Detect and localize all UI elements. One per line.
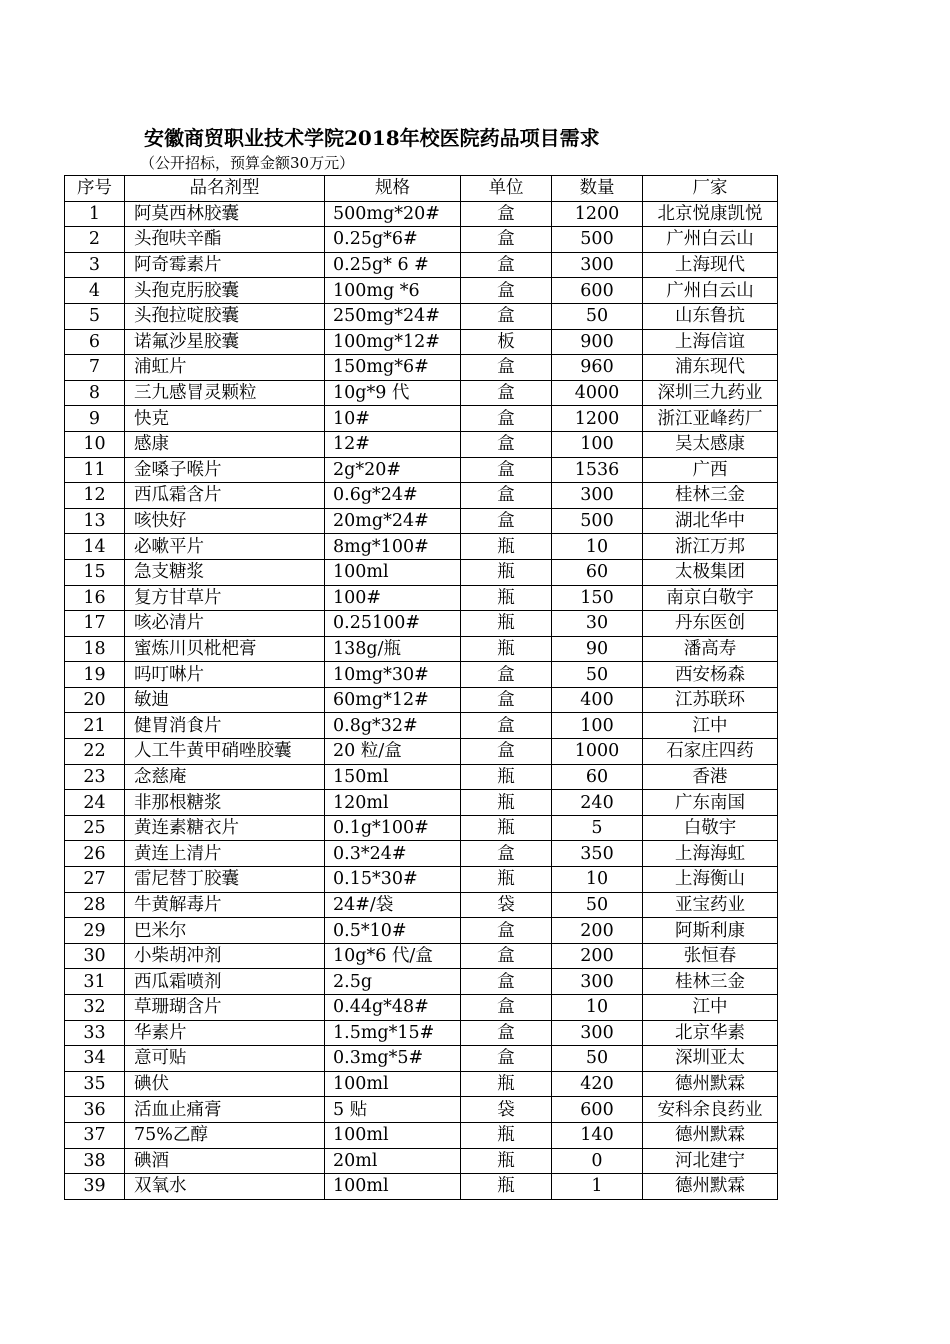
manufacturer-cell: 广州白云山 <box>643 278 778 304</box>
quantity-cell: 10 <box>552 995 643 1021</box>
quantity-cell: 200 <box>552 918 643 944</box>
drug-name-cell: 西瓜霜喷剂 <box>125 969 325 995</box>
row-number-cell: 28 <box>65 892 125 918</box>
spec-cell: 10g*9 代 <box>325 380 461 406</box>
row-number-cell: 32 <box>65 995 125 1021</box>
spec-cell: 0.6g*24# <box>325 483 461 509</box>
unit-cell: 瓶 <box>461 585 552 611</box>
quantity-cell: 600 <box>552 278 643 304</box>
spec-cell: 2g*20# <box>325 457 461 483</box>
manufacturer-cell: 河北建宁 <box>643 1148 778 1174</box>
manufacturer-cell: 深圳亚太 <box>643 1046 778 1072</box>
spec-cell: 12# <box>325 431 461 457</box>
row-number-cell: 17 <box>65 611 125 637</box>
unit-cell: 袋 <box>461 892 552 918</box>
drug-name-cell: 急支糖浆 <box>125 559 325 585</box>
unit-cell: 盒 <box>461 227 552 253</box>
unit-cell: 盒 <box>461 943 552 969</box>
unit-cell: 盒 <box>461 713 552 739</box>
row-number-cell: 34 <box>65 1046 125 1072</box>
table-row <box>65 559 778 585</box>
quantity-cell: 60 <box>552 764 643 790</box>
row-number-cell: 33 <box>65 1020 125 1046</box>
quantity-cell: 10 <box>552 534 643 560</box>
manufacturer-cell: 上海现代 <box>643 252 778 278</box>
unit-cell: 盒 <box>461 1046 552 1072</box>
spec-cell: 500mg*20# <box>325 201 461 227</box>
unit-cell: 盒 <box>461 303 552 329</box>
row-number-cell: 37 <box>65 1122 125 1148</box>
quantity-cell: 240 <box>552 790 643 816</box>
row-number-cell: 25 <box>65 815 125 841</box>
manufacturer-cell: 吴太感康 <box>643 431 778 457</box>
spec-cell: 120ml <box>325 790 461 816</box>
drug-name-cell: 草珊瑚含片 <box>125 995 325 1021</box>
unit-cell: 板 <box>461 329 552 355</box>
quantity-cell: 50 <box>552 892 643 918</box>
unit-cell: 盒 <box>461 252 552 278</box>
drug-name-cell: 金嗓子喉片 <box>125 457 325 483</box>
manufacturer-cell: 阿斯利康 <box>643 918 778 944</box>
row-number-cell: 38 <box>65 1148 125 1174</box>
unit-cell: 盒 <box>461 483 552 509</box>
row-number-cell: 18 <box>65 636 125 662</box>
unit-cell: 盒 <box>461 355 552 381</box>
table-row <box>65 841 778 867</box>
unit-cell: 盒 <box>461 457 552 483</box>
table-header-row <box>65 176 778 202</box>
unit-cell: 盒 <box>461 841 552 867</box>
drug-name-cell: 咳快好 <box>125 508 325 534</box>
manufacturer-cell: 桂林三金 <box>643 483 778 509</box>
quantity-cell: 600 <box>552 1097 643 1123</box>
unit-cell: 瓶 <box>461 764 552 790</box>
table-row <box>65 764 778 790</box>
manufacturer-cell: 上海信谊 <box>643 329 778 355</box>
manufacturer-cell: 潘高寿 <box>643 636 778 662</box>
quantity-cell: 300 <box>552 483 643 509</box>
drug-name-cell: 华素片 <box>125 1020 325 1046</box>
manufacturer-cell: 江苏联环 <box>643 687 778 713</box>
spec-cell: 0.8g*32# <box>325 713 461 739</box>
quantity-cell: 1200 <box>552 406 643 432</box>
unit-cell: 盒 <box>461 739 552 765</box>
row-number-cell: 16 <box>65 585 125 611</box>
quantity-cell: 50 <box>552 662 643 688</box>
spec-cell: 100mg*12# <box>325 329 461 355</box>
drug-name-cell: 诺氟沙星胶囊 <box>125 329 325 355</box>
unit-cell: 盒 <box>461 687 552 713</box>
spec-cell: 0.1g*100# <box>325 815 461 841</box>
table-row <box>65 508 778 534</box>
drug-name-cell: 活血止痛膏 <box>125 1097 325 1123</box>
drug-name-cell: 阿莫西林胶囊 <box>125 201 325 227</box>
quantity-cell: 200 <box>552 943 643 969</box>
spec-cell: 100mg *6 <box>325 278 461 304</box>
unit-cell: 瓶 <box>461 636 552 662</box>
manufacturer-cell: 张恒春 <box>643 943 778 969</box>
drug-name-cell: 浦虹片 <box>125 355 325 381</box>
spec-cell: 100ml <box>325 1122 461 1148</box>
column-header-spec: 规格 <box>325 176 461 202</box>
manufacturer-cell: 江中 <box>643 995 778 1021</box>
quantity-cell: 500 <box>552 508 643 534</box>
quantity-cell: 960 <box>552 355 643 381</box>
column-header-unit: 单位 <box>461 176 552 202</box>
manufacturer-cell: 上海衡山 <box>643 867 778 893</box>
column-header-manufacturer: 厂家 <box>643 176 778 202</box>
manufacturer-cell: 山东鲁抗 <box>643 303 778 329</box>
quantity-cell: 140 <box>552 1122 643 1148</box>
unit-cell: 瓶 <box>461 534 552 560</box>
row-number-cell: 13 <box>65 508 125 534</box>
manufacturer-cell: 广东南国 <box>643 790 778 816</box>
manufacturer-cell: 香港 <box>643 764 778 790</box>
drug-name-cell: 西瓜霜含片 <box>125 483 325 509</box>
drug-name-cell: 黄连上清片 <box>125 841 325 867</box>
table-row <box>65 534 778 560</box>
drug-name-cell: 咳必清片 <box>125 611 325 637</box>
drug-name-cell: 头孢呋辛酯 <box>125 227 325 253</box>
table-row <box>65 1148 778 1174</box>
spec-cell: 0.25g*6# <box>325 227 461 253</box>
row-number-cell: 12 <box>65 483 125 509</box>
row-number-cell: 29 <box>65 918 125 944</box>
row-number-cell: 22 <box>65 739 125 765</box>
drug-name-cell: 小柴胡冲剂 <box>125 943 325 969</box>
quantity-cell: 300 <box>552 1020 643 1046</box>
table-row <box>65 380 778 406</box>
unit-cell: 瓶 <box>461 815 552 841</box>
spec-cell: 138g/瓶 <box>325 636 461 662</box>
row-number-cell: 11 <box>65 457 125 483</box>
manufacturer-cell: 浦东现代 <box>643 355 778 381</box>
quantity-cell: 0 <box>552 1148 643 1174</box>
table-row <box>65 1020 778 1046</box>
row-number-cell: 39 <box>65 1174 125 1200</box>
row-number-cell: 9 <box>65 406 125 432</box>
table-row <box>65 329 778 355</box>
drug-name-cell: 健胃消食片 <box>125 713 325 739</box>
drug-name-cell: 念慈庵 <box>125 764 325 790</box>
row-number-cell: 27 <box>65 867 125 893</box>
spec-cell: 100ml <box>325 559 461 585</box>
quantity-cell: 150 <box>552 585 643 611</box>
table-row <box>65 611 778 637</box>
quantity-cell: 900 <box>552 329 643 355</box>
drug-name-cell: 人工牛黄甲硝唑胶囊 <box>125 739 325 765</box>
unit-cell: 盒 <box>461 969 552 995</box>
drug-name-cell: 必嗽平片 <box>125 534 325 560</box>
quantity-cell: 30 <box>552 611 643 637</box>
manufacturer-cell: 德州默霖 <box>643 1122 778 1148</box>
row-number-cell: 4 <box>65 278 125 304</box>
spec-cell: 60mg*12# <box>325 687 461 713</box>
unit-cell: 盒 <box>461 662 552 688</box>
drug-name-cell: 三九感冒灵颗粒 <box>125 380 325 406</box>
drug-name-cell: 快克 <box>125 406 325 432</box>
drug-name-cell: 碘伏 <box>125 1071 325 1097</box>
table-row <box>65 995 778 1021</box>
manufacturer-cell: 湖北华中 <box>643 508 778 534</box>
table-row <box>65 790 778 816</box>
quantity-cell: 400 <box>552 687 643 713</box>
spec-cell: 0.3*24# <box>325 841 461 867</box>
unit-cell: 瓶 <box>461 611 552 637</box>
unit-cell: 盒 <box>461 278 552 304</box>
drug-name-cell: 阿奇霉素片 <box>125 252 325 278</box>
drug-name-cell: 雷尼替丁胶囊 <box>125 867 325 893</box>
drug-name-cell: 非那根糖浆 <box>125 790 325 816</box>
drug-name-cell: 蜜炼川贝枇杷膏 <box>125 636 325 662</box>
row-number-cell: 14 <box>65 534 125 560</box>
manufacturer-cell: 南京白敬宇 <box>643 585 778 611</box>
table-row <box>65 969 778 995</box>
manufacturer-cell: 太极集团 <box>643 559 778 585</box>
manufacturer-cell: 德州默霖 <box>643 1174 778 1200</box>
drug-name-cell: 黄连素糖衣片 <box>125 815 325 841</box>
table-row <box>65 278 778 304</box>
table-row <box>65 483 778 509</box>
drug-name-cell: 头孢拉啶胶囊 <box>125 303 325 329</box>
table-row <box>65 636 778 662</box>
spec-cell: 0.15*30# <box>325 867 461 893</box>
column-header-name: 品名剂型 <box>125 176 325 202</box>
unit-cell: 瓶 <box>461 1122 552 1148</box>
manufacturer-cell: 北京华素 <box>643 1020 778 1046</box>
drug-name-cell: 双氧水 <box>125 1174 325 1200</box>
unit-cell: 盒 <box>461 918 552 944</box>
quantity-cell: 1200 <box>552 201 643 227</box>
row-number-cell: 10 <box>65 431 125 457</box>
table-row <box>65 918 778 944</box>
row-number-cell: 36 <box>65 1097 125 1123</box>
manufacturer-cell: 德州默霖 <box>643 1071 778 1097</box>
row-number-cell: 35 <box>65 1071 125 1097</box>
manufacturer-cell: 上海海虹 <box>643 841 778 867</box>
spec-cell: 100ml <box>325 1071 461 1097</box>
spec-cell: 2.5g <box>325 969 461 995</box>
unit-cell: 盒 <box>461 406 552 432</box>
quantity-cell: 10 <box>552 867 643 893</box>
row-number-cell: 20 <box>65 687 125 713</box>
unit-cell: 盒 <box>461 380 552 406</box>
quantity-cell: 5 <box>552 815 643 841</box>
row-number-cell: 1 <box>65 201 125 227</box>
manufacturer-cell: 北京悦康凯悦 <box>643 201 778 227</box>
column-header-no: 序号 <box>65 176 125 202</box>
manufacturer-cell: 石家庄四药 <box>643 739 778 765</box>
table-row <box>65 252 778 278</box>
spec-cell: 10# <box>325 406 461 432</box>
row-number-cell: 31 <box>65 969 125 995</box>
manufacturer-cell: 丹东医创 <box>643 611 778 637</box>
drug-name-cell: 敏迪 <box>125 687 325 713</box>
spec-cell: 150mg*6# <box>325 355 461 381</box>
table-row <box>65 1071 778 1097</box>
quantity-cell: 300 <box>552 969 643 995</box>
drug-name-cell: 碘酒 <box>125 1148 325 1174</box>
spec-cell: 20mg*24# <box>325 508 461 534</box>
document-subtitle: （公开招标，预算金额30万元） <box>140 154 355 172</box>
spec-cell: 0.25100# <box>325 611 461 637</box>
row-number-cell: 8 <box>65 380 125 406</box>
table-row <box>65 1097 778 1123</box>
table-row <box>65 1046 778 1072</box>
table-row <box>65 227 778 253</box>
table-row <box>65 867 778 893</box>
row-number-cell: 15 <box>65 559 125 585</box>
spec-cell: 0.5*10# <box>325 918 461 944</box>
row-number-cell: 19 <box>65 662 125 688</box>
quantity-cell: 60 <box>552 559 643 585</box>
manufacturer-cell: 安科余良药业 <box>643 1097 778 1123</box>
spec-cell: 10mg*30# <box>325 662 461 688</box>
quantity-cell: 420 <box>552 1071 643 1097</box>
quantity-cell: 50 <box>552 1046 643 1072</box>
unit-cell: 盒 <box>461 201 552 227</box>
spec-cell: 0.44g*48# <box>325 995 461 1021</box>
spec-cell: 20ml <box>325 1148 461 1174</box>
table-row <box>65 687 778 713</box>
manufacturer-cell: 江中 <box>643 713 778 739</box>
spec-cell: 20 粒/盒 <box>325 739 461 765</box>
manufacturer-cell: 深圳三九药业 <box>643 380 778 406</box>
table-row <box>65 457 778 483</box>
quantity-cell: 300 <box>552 252 643 278</box>
drug-requirements-table <box>64 175 778 1200</box>
table-row <box>65 739 778 765</box>
unit-cell: 瓶 <box>461 559 552 585</box>
table-row <box>65 943 778 969</box>
drug-name-cell: 75%乙醇 <box>125 1122 325 1148</box>
quantity-cell: 350 <box>552 841 643 867</box>
row-number-cell: 21 <box>65 713 125 739</box>
unit-cell: 瓶 <box>461 1071 552 1097</box>
drug-name-cell: 牛黄解毒片 <box>125 892 325 918</box>
unit-cell: 袋 <box>461 1097 552 1123</box>
unit-cell: 瓶 <box>461 1148 552 1174</box>
row-number-cell: 23 <box>65 764 125 790</box>
drug-name-cell: 复方甘草片 <box>125 585 325 611</box>
row-number-cell: 5 <box>65 303 125 329</box>
drug-name-cell: 巴米尔 <box>125 918 325 944</box>
spec-cell: 100ml <box>325 1174 461 1200</box>
manufacturer-cell: 西安杨森 <box>643 662 778 688</box>
table-row <box>65 1122 778 1148</box>
row-number-cell: 24 <box>65 790 125 816</box>
unit-cell: 盒 <box>461 1020 552 1046</box>
unit-cell: 瓶 <box>461 790 552 816</box>
row-number-cell: 30 <box>65 943 125 969</box>
quantity-cell: 50 <box>552 303 643 329</box>
row-number-cell: 26 <box>65 841 125 867</box>
row-number-cell: 2 <box>65 227 125 253</box>
column-header-qty: 数量 <box>552 176 643 202</box>
table-row <box>65 1174 778 1200</box>
quantity-cell: 1000 <box>552 739 643 765</box>
spec-cell: 0.25g* 6 # <box>325 252 461 278</box>
drug-name-cell: 吗叮啉片 <box>125 662 325 688</box>
row-number-cell: 3 <box>65 252 125 278</box>
table-row <box>65 713 778 739</box>
quantity-cell: 1536 <box>552 457 643 483</box>
quantity-cell: 4000 <box>552 380 643 406</box>
row-number-cell: 6 <box>65 329 125 355</box>
table-row <box>65 585 778 611</box>
unit-cell: 瓶 <box>461 1174 552 1200</box>
table-row <box>65 355 778 381</box>
manufacturer-cell: 白敬宇 <box>643 815 778 841</box>
document-title: 安徽商贸职业技术学院2018年校医院药品项目需求 <box>144 126 600 150</box>
manufacturer-cell: 浙江万邦 <box>643 534 778 560</box>
quantity-cell: 90 <box>552 636 643 662</box>
table-row <box>65 892 778 918</box>
unit-cell: 盒 <box>461 508 552 534</box>
spec-cell: 150ml <box>325 764 461 790</box>
table-row <box>65 406 778 432</box>
quantity-cell: 100 <box>552 713 643 739</box>
spec-cell: 24#/袋 <box>325 892 461 918</box>
spec-cell: 250mg*24# <box>325 303 461 329</box>
table-row <box>65 431 778 457</box>
spec-cell: 5 贴 <box>325 1097 461 1123</box>
spec-cell: 1.5mg*15# <box>325 1020 461 1046</box>
quantity-cell: 100 <box>552 431 643 457</box>
manufacturer-cell: 广州白云山 <box>643 227 778 253</box>
spec-cell: 10g*6 代/盒 <box>325 943 461 969</box>
drug-name-cell: 意可贴 <box>125 1046 325 1072</box>
quantity-cell: 1 <box>552 1174 643 1200</box>
table-row <box>65 201 778 227</box>
drug-name-cell: 头孢克肟胶囊 <box>125 278 325 304</box>
table-row <box>65 662 778 688</box>
quantity-cell: 500 <box>552 227 643 253</box>
manufacturer-cell: 广西 <box>643 457 778 483</box>
unit-cell: 瓶 <box>461 867 552 893</box>
spec-cell: 8mg*100# <box>325 534 461 560</box>
table-row <box>65 815 778 841</box>
spec-cell: 0.3mg*5# <box>325 1046 461 1072</box>
spec-cell: 100# <box>325 585 461 611</box>
unit-cell: 盒 <box>461 431 552 457</box>
row-number-cell: 7 <box>65 355 125 381</box>
manufacturer-cell: 桂林三金 <box>643 969 778 995</box>
drug-name-cell: 感康 <box>125 431 325 457</box>
manufacturer-cell: 浙江亚峰药厂 <box>643 406 778 432</box>
manufacturer-cell: 亚宝药业 <box>643 892 778 918</box>
unit-cell: 盒 <box>461 995 552 1021</box>
table-row <box>65 303 778 329</box>
